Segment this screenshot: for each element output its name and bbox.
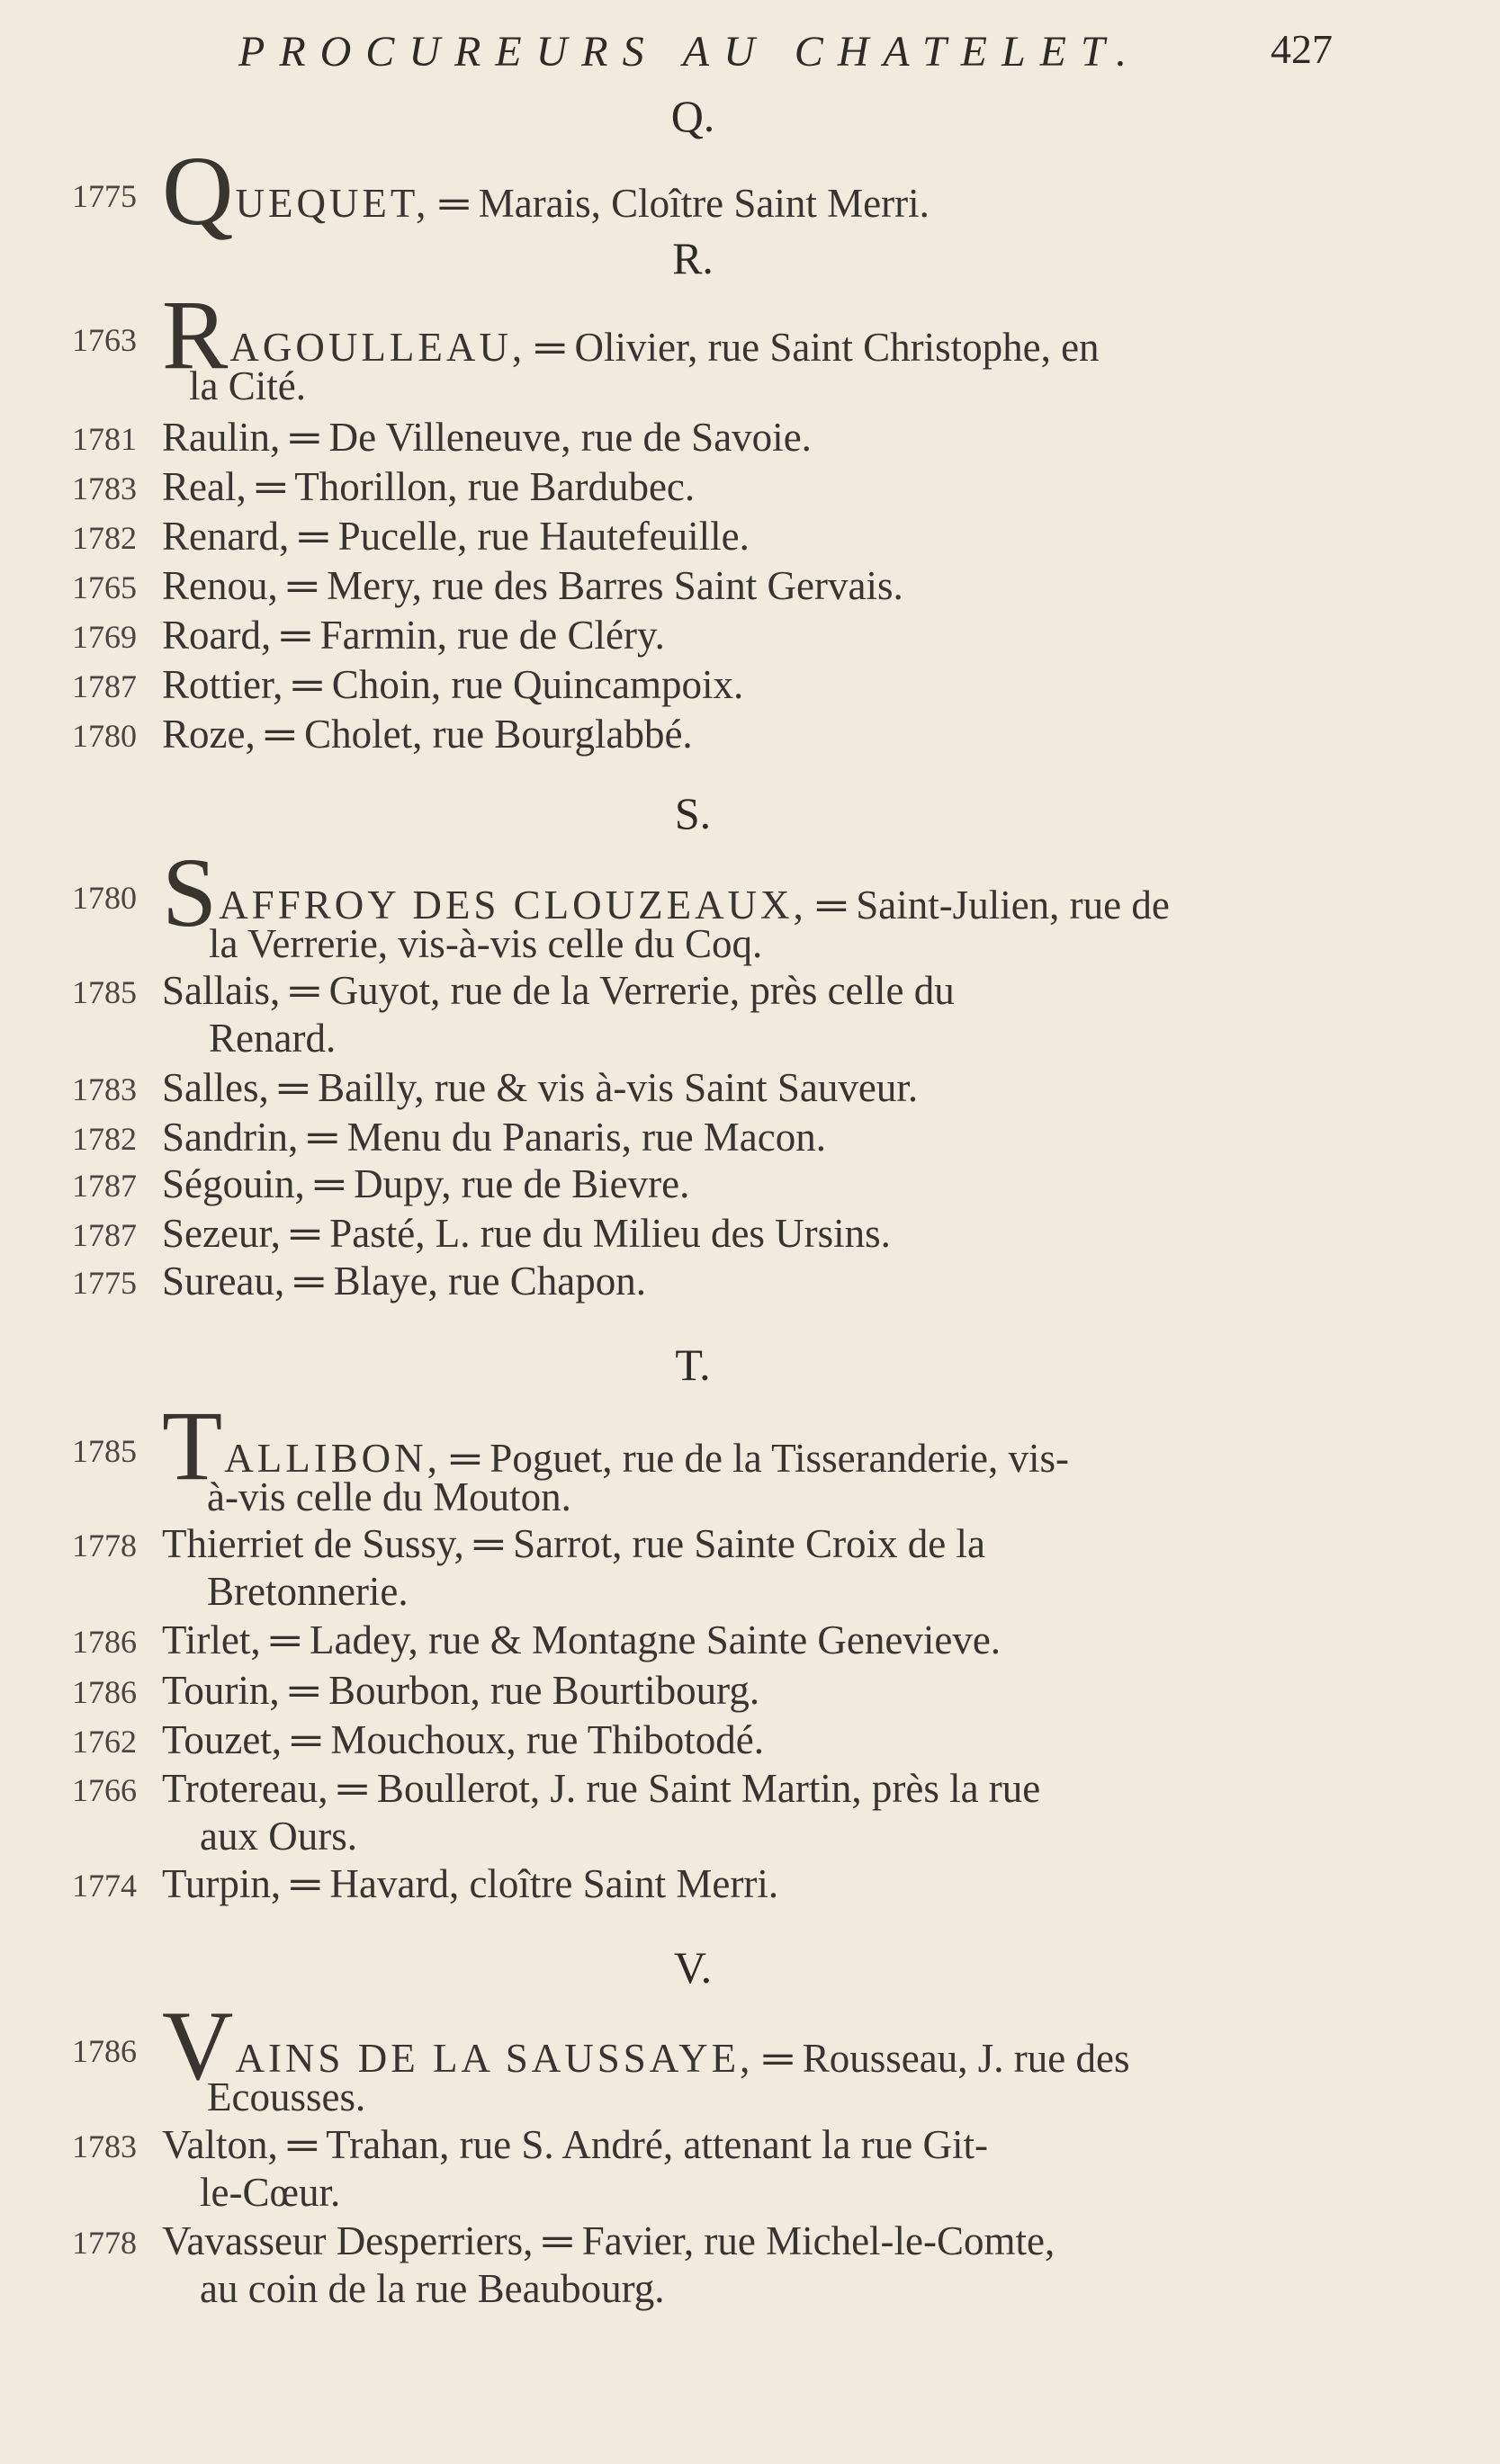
entry-name: UEQUET, (235, 181, 430, 226)
entry-name: AINS DE LA SAUSSAYE, (235, 2036, 754, 2081)
entry-year: 1783 (72, 2128, 137, 2164)
entry-text: Ségouin, ═ Dupy, rue de Bievre. (162, 1161, 690, 1206)
entry-continuation: Renard. (209, 1016, 337, 1061)
entry-continuation: le-Cœur. (200, 2170, 341, 2215)
entry-year: 1775 (72, 1265, 137, 1301)
entry-year: 1787 (72, 668, 137, 704)
entry-year: 1786 (72, 1674, 137, 1710)
drop-cap: T (162, 1391, 223, 1501)
entry-year: 1775 (72, 178, 137, 214)
entry-text: ═ Rousseau, J. rue des (753, 2036, 1130, 2081)
entry-year: 1786 (72, 2033, 137, 2069)
running-title: PROCUREURS AU CHATELET. (238, 28, 1142, 76)
entry-text: Touzet, ═ Mouchoux, rue Thibotodé. (162, 1717, 765, 1762)
entry-text: Valton, ═ Trahan, rue S. André, attenant la rue Git- (162, 2122, 988, 2167)
entry-year: 1780 (72, 880, 137, 916)
entry-name: AGOULLEAU, (229, 325, 526, 370)
entry-text: Sandrin, ═ Menu du Panaris, rue Macon. (162, 1115, 826, 1160)
entry-year: 1765 (72, 569, 137, 605)
entry-year: 1783 (72, 1071, 137, 1107)
section-letter-t: T. (675, 1340, 711, 1390)
entry-text: Tirlet, ═ Ladey, rue & Montagne Sainte Genevieve. (162, 1617, 1001, 1662)
entry-year: 1766 (72, 1772, 137, 1808)
entry-year: 1769 (72, 619, 137, 655)
drop-cap: Q (162, 136, 234, 246)
entry-year: 1787 (72, 1217, 137, 1253)
entry-year: 1762 (72, 1724, 137, 1760)
entry-text: Raulin, ═ De Villeneuve, rue de Savoie. (162, 415, 812, 460)
entry-text: ═ Olivier, rue Saint Christophe, en (525, 325, 1100, 370)
drop-cap: R (162, 280, 229, 390)
entry-text: Sallais, ═ Guyot, rue de la Verrerie, près celle du (162, 968, 955, 1013)
entry-year: 1763 (72, 322, 137, 358)
entry-text: Sureau, ═ Blaye, rue Chapon. (162, 1259, 647, 1304)
drop-cap: S (162, 838, 218, 947)
entry-text: Tourin, ═ Bourbon, rue Bourtibourg. (162, 1668, 760, 1713)
entry-text: Roze, ═ Cholet, rue Bourglabbé. (162, 712, 693, 757)
entry-year: 1782 (72, 520, 137, 556)
entry-continuation: à-vis celle du Mouton. (207, 1474, 571, 1519)
entry-text: ═ Poguet, rue de la Tisseranderie, vis- (440, 1436, 1069, 1481)
entry-continuation: Bretonnerie. (207, 1569, 409, 1614)
entry-year: 1786 (72, 1624, 137, 1660)
entry-year: 1778 (72, 2225, 137, 2261)
entry-year: 1778 (72, 1528, 137, 1564)
entry-continuation: au coin de la rue Beaubourg. (200, 2266, 665, 2311)
entry-year: 1785 (72, 974, 137, 1010)
entry-text: Renou, ═ Mery, rue des Barres Saint Gervais. (162, 563, 903, 608)
entry-year: 1787 (72, 1168, 137, 1204)
entry-text: ═ Marais, Cloître Saint Merri. (429, 181, 930, 226)
page-number: 427 (1271, 26, 1333, 72)
entry-text: ═ Saint-Julien, rue de (806, 883, 1170, 927)
section-letter-q: Q. (670, 91, 715, 141)
entry-text: Roard, ═ Farmin, rue de Cléry. (162, 613, 665, 658)
entry-text: Salles, ═ Bailly, rue & vis à-vis Saint Sauveur. (162, 1065, 919, 1110)
entry-continuation: aux Ours. (200, 1814, 357, 1859)
entry-continuation: la Cité. (189, 363, 306, 408)
entry-name: ALLIBON, (224, 1436, 441, 1481)
entry-name: AFFROY DES CLOUZEAUX, (219, 883, 807, 927)
entry-year: 1783 (72, 470, 137, 506)
entry-text: Renard, ═ Pucelle, rue Hautefeuille. (162, 514, 750, 559)
entry-year: 1781 (72, 421, 137, 457)
entry-text: Turpin, ═ Havard, cloître Saint Merri. (162, 1861, 779, 1906)
section-letter-s: S. (674, 788, 712, 838)
entry-text: Sezeur, ═ Pasté, L. rue du Milieu des Ursins. (162, 1211, 891, 1256)
section-letter-r: R. (672, 233, 714, 283)
entry-continuation: la Verrerie, vis-à-vis celle du Coq. (209, 921, 763, 966)
entry-year: 1782 (72, 1121, 137, 1157)
entry-continuation: Ecousses. (207, 2074, 366, 2119)
drop-cap: V (162, 1991, 234, 2101)
entry-text: Vavasseur Desperriers, ═ Favier, rue Michel-le-Comte, (162, 2218, 1055, 2263)
entry-year: 1785 (72, 1433, 137, 1469)
entry-text: Real, ═ Thorillon, rue Bardubec. (162, 464, 696, 509)
entry-text: Rottier, ═ Choin, rue Quincampoix. (162, 662, 744, 707)
entry-year: 1780 (72, 718, 137, 754)
entry-year: 1774 (72, 1868, 137, 1904)
entry-text: Thierriet de Sussy, ═ Sarrot, rue Sainte Croix de la (162, 1521, 986, 1566)
section-letter-v: V. (673, 1942, 713, 1993)
entry-text: Trotereau, ═ Boullerot, J. rue Saint Martin, près la rue (162, 1766, 1041, 1811)
